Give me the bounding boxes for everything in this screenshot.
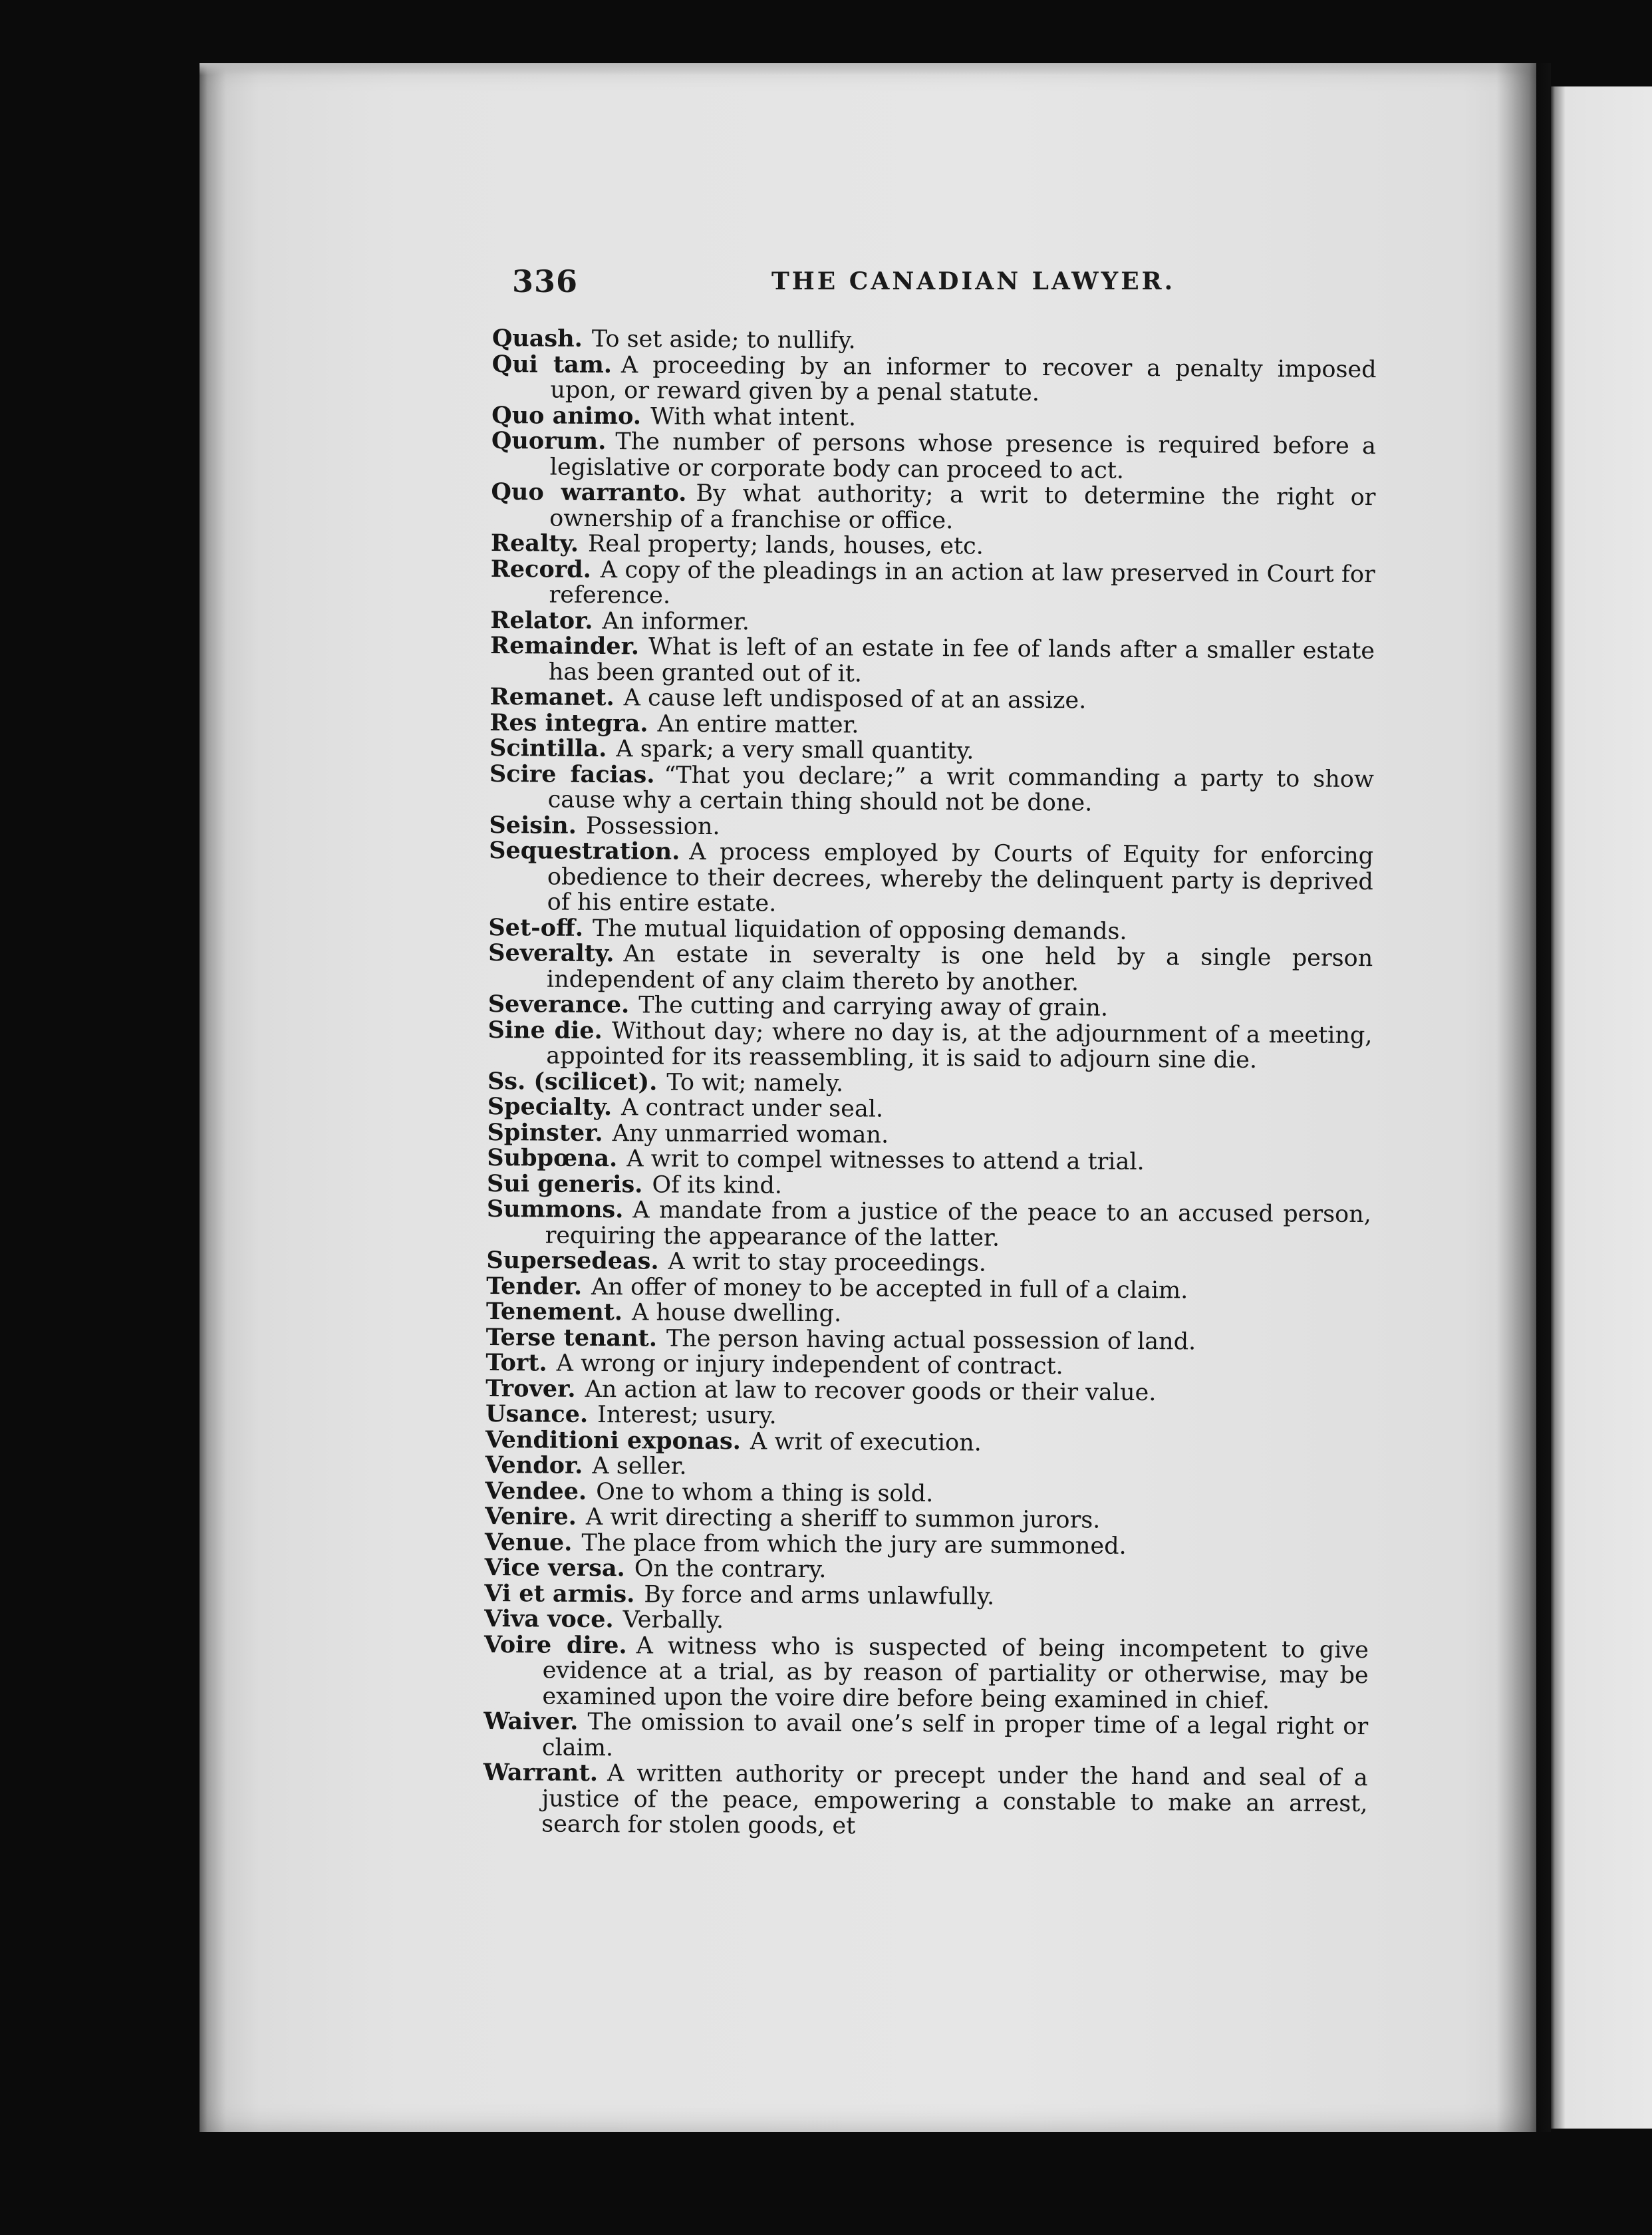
glossary-definition: By force and arms unlawfully.: [644, 1580, 995, 1610]
glossary-definition: One to whom a thing is sold.: [596, 1478, 934, 1507]
glossary-entry: [483, 1632, 1369, 1714]
glossary-definition: An entire matter.: [657, 710, 859, 738]
glossary-entry: [491, 351, 1376, 408]
glossary-definition: The omission to avail one’s self in proper time of a legal right or claim.: [541, 1708, 1369, 1761]
glossary-term: Specialty.: [487, 1092, 613, 1121]
glossary-term: Vendee.: [485, 1477, 587, 1505]
glossary-definition: Without day; where no day is, at the adjournment of a meeting, appointed for its reassembling, it is said to adjourn sine die.: [546, 1017, 1373, 1074]
glossary-term: Res integra.: [489, 708, 648, 737]
glossary-definition: A copy of the pleadings in an action at law preserved in Court for reference.: [549, 556, 1375, 609]
glossary-entry: [483, 1709, 1368, 1765]
glossary-definition: The person having actual possession of land.: [666, 1325, 1196, 1355]
glossary-term: Sui generis.: [487, 1169, 643, 1198]
glossary-definition: A witness who is suspected of being incompetent to give evidence at a trial, as by reason of partiality or otherwise, may be examined upon the voire dire before being examined in chief.: [542, 1632, 1369, 1714]
glossary-entry: [488, 941, 1373, 997]
glossary-term: Vi et armis.: [484, 1579, 635, 1608]
glossary-term: Tort.: [485, 1348, 547, 1377]
glossary-term: Seisin.: [489, 811, 577, 839]
glossary-entry: [483, 1760, 1368, 1843]
glossary-term: Set-off.: [488, 913, 584, 942]
glossary-entry: [490, 633, 1375, 690]
glossary-term: Severance.: [487, 990, 630, 1019]
glossary-definition: With what intent.: [650, 402, 857, 431]
glossary-term: Viva voce.: [484, 1604, 614, 1634]
glossary-entry: [489, 838, 1374, 921]
glossary-definition: A written authority or precept under the hand and seal of a justice of the peace, empowering a constable to make an arrest, search for stolen goods, et: [541, 1760, 1368, 1840]
glossary-definition: An informer.: [602, 607, 750, 635]
glossary-term: Spinster.: [487, 1118, 603, 1147]
glossary-definition: Verbally.: [622, 1606, 724, 1634]
glossary-term: Scire facias.: [489, 760, 655, 789]
adjacent-page-edge: [1551, 86, 1652, 2129]
glossary-definition: A wrong or injury independent of contract.: [556, 1350, 1063, 1380]
glossary-definition: A writ to compel witnesses to attend a trial.: [626, 1145, 1145, 1176]
glossary-term: Quo animo.: [491, 401, 642, 430]
glossary-definition: A writ directing a sheriff to summon jurors.: [585, 1503, 1101, 1534]
running-title: THE CANADIAN LAWYER.: [771, 267, 1176, 295]
glossary-definition: Possession.: [585, 812, 720, 840]
glossary-definition: The cutting and carrying away of grain.: [638, 992, 1109, 1022]
glossary-definition: “That you declare;” a writ commanding a party to show cause why a certain thing should not be done.: [547, 762, 1374, 817]
glossary-definition: A house dwelling.: [631, 1299, 842, 1328]
glossary-term: Realty.: [490, 529, 579, 557]
glossary-definition: Of its kind.: [652, 1171, 783, 1199]
glossary-term: Remanet.: [489, 682, 615, 712]
glossary-term: Supersedeas.: [486, 1246, 659, 1275]
glossary-term: Trover.: [485, 1374, 576, 1403]
glossary-definition: What is left of an estate in fee of lands after a smaller estate has been granted out of it.: [548, 633, 1375, 687]
glossary-term: Warrant.: [483, 1758, 599, 1787]
glossary-definition: The number of persons whose presence is required before a legislative or corporate body can proceed to act.: [549, 428, 1377, 484]
glossary-term: Sine die.: [487, 1016, 603, 1044]
glossary-term: Remainder.: [489, 631, 640, 661]
glossary-definition: A contract under seal.: [620, 1094, 884, 1123]
glossary-term: Quo warranto.: [491, 478, 687, 507]
glossary-definition: A writ of execution.: [750, 1427, 982, 1457]
glossary-term: Qui tam.: [491, 350, 613, 378]
glossary-entry: [487, 1197, 1371, 1253]
glossary-definition: The place from which the jury are summoned.: [581, 1529, 1127, 1560]
page-top-edge: [200, 63, 1536, 75]
glossary-term: Severalty.: [488, 939, 615, 968]
glossary-term: Usance.: [485, 1400, 589, 1428]
glossary-definition: A spark; a very small quantity.: [616, 736, 974, 765]
glossary-definition: A proceeding by an informer to recover a penalty imposed upon, or reward given by a penal statute.: [550, 351, 1377, 407]
glossary-definition: On the contrary.: [634, 1555, 827, 1584]
glossary-term: Waiver.: [483, 1707, 579, 1735]
glossary-definition: Interest; usury.: [597, 1401, 777, 1429]
glossary-definition: A cause left undisposed of at an assize.: [623, 684, 1087, 714]
glossary-definition: An action at law to recover goods or their value.: [585, 1376, 1157, 1406]
glossary-term: Subpœna.: [487, 1143, 618, 1173]
glossary-term: Record.: [490, 555, 592, 583]
glossary-term: Quorum.: [491, 426, 607, 456]
glossary-definition: A writ to stay proceedings.: [668, 1248, 987, 1277]
glossary-entry: [491, 480, 1375, 536]
glossary-definition: A process employed by Courts of Equity for enforcing obedience to their decrees, whereby the delinquent party is deprived of his entire estate.: [547, 838, 1374, 917]
glossary-definition: To wit; namely.: [666, 1069, 844, 1097]
running-head: [512, 263, 1377, 303]
page-number: 336: [512, 263, 579, 299]
glossary-term: Scintilla.: [489, 734, 607, 763]
glossary-term: Ss. (scilicet).: [487, 1067, 658, 1096]
glossary-term: Terse tenant.: [485, 1323, 658, 1352]
glossary-term: Summons.: [486, 1195, 624, 1224]
glossary-definition: Any unmarried woman.: [612, 1119, 889, 1149]
glossary-definition: An offer of money to be accepted in full of a claim.: [591, 1273, 1188, 1304]
glossary-entry: [487, 1017, 1372, 1074]
glossary-term: Tender.: [486, 1272, 583, 1300]
gutter-shadow: [1496, 63, 1551, 2132]
glossary-entry: [491, 428, 1376, 485]
glossary-list: [482, 326, 1377, 1981]
glossary-term: Venditioni exponas.: [485, 1425, 742, 1455]
glossary-term: Vendor.: [485, 1451, 583, 1479]
glossary-definition: To set aside; to nullify.: [591, 325, 856, 355]
glossary-term: Voire dire.: [483, 1630, 627, 1659]
glossary-term: Quash.: [491, 325, 583, 353]
glossary-definition: A mandate from a justice of the peace to an accused person, requiring the appearance of the latter.: [545, 1197, 1371, 1252]
glossary-entry: [489, 761, 1374, 818]
glossary-definition: The mutual liquidation of opposing demands.: [592, 915, 1127, 945]
glossary-definition: Real property; lands, houses, etc.: [587, 530, 984, 560]
glossary-term: Sequestration.: [489, 836, 680, 865]
glossary-definition: An estate in severalty is one held by a single person independent of any claim thereto by another.: [546, 941, 1373, 996]
glossary-term: Vice versa.: [484, 1553, 625, 1582]
glossary-entry: [490, 556, 1375, 613]
glossary-definition: A seller.: [592, 1452, 687, 1480]
glossary-term: Relator.: [490, 606, 593, 635]
glossary-term: Tenement.: [485, 1297, 623, 1326]
glossary-term: Venire.: [484, 1502, 577, 1531]
glossary-definition: By what authority; a writ to determine the right or ownership of a franchise or office.: [549, 480, 1376, 534]
glossary-term: Venue.: [484, 1528, 573, 1557]
